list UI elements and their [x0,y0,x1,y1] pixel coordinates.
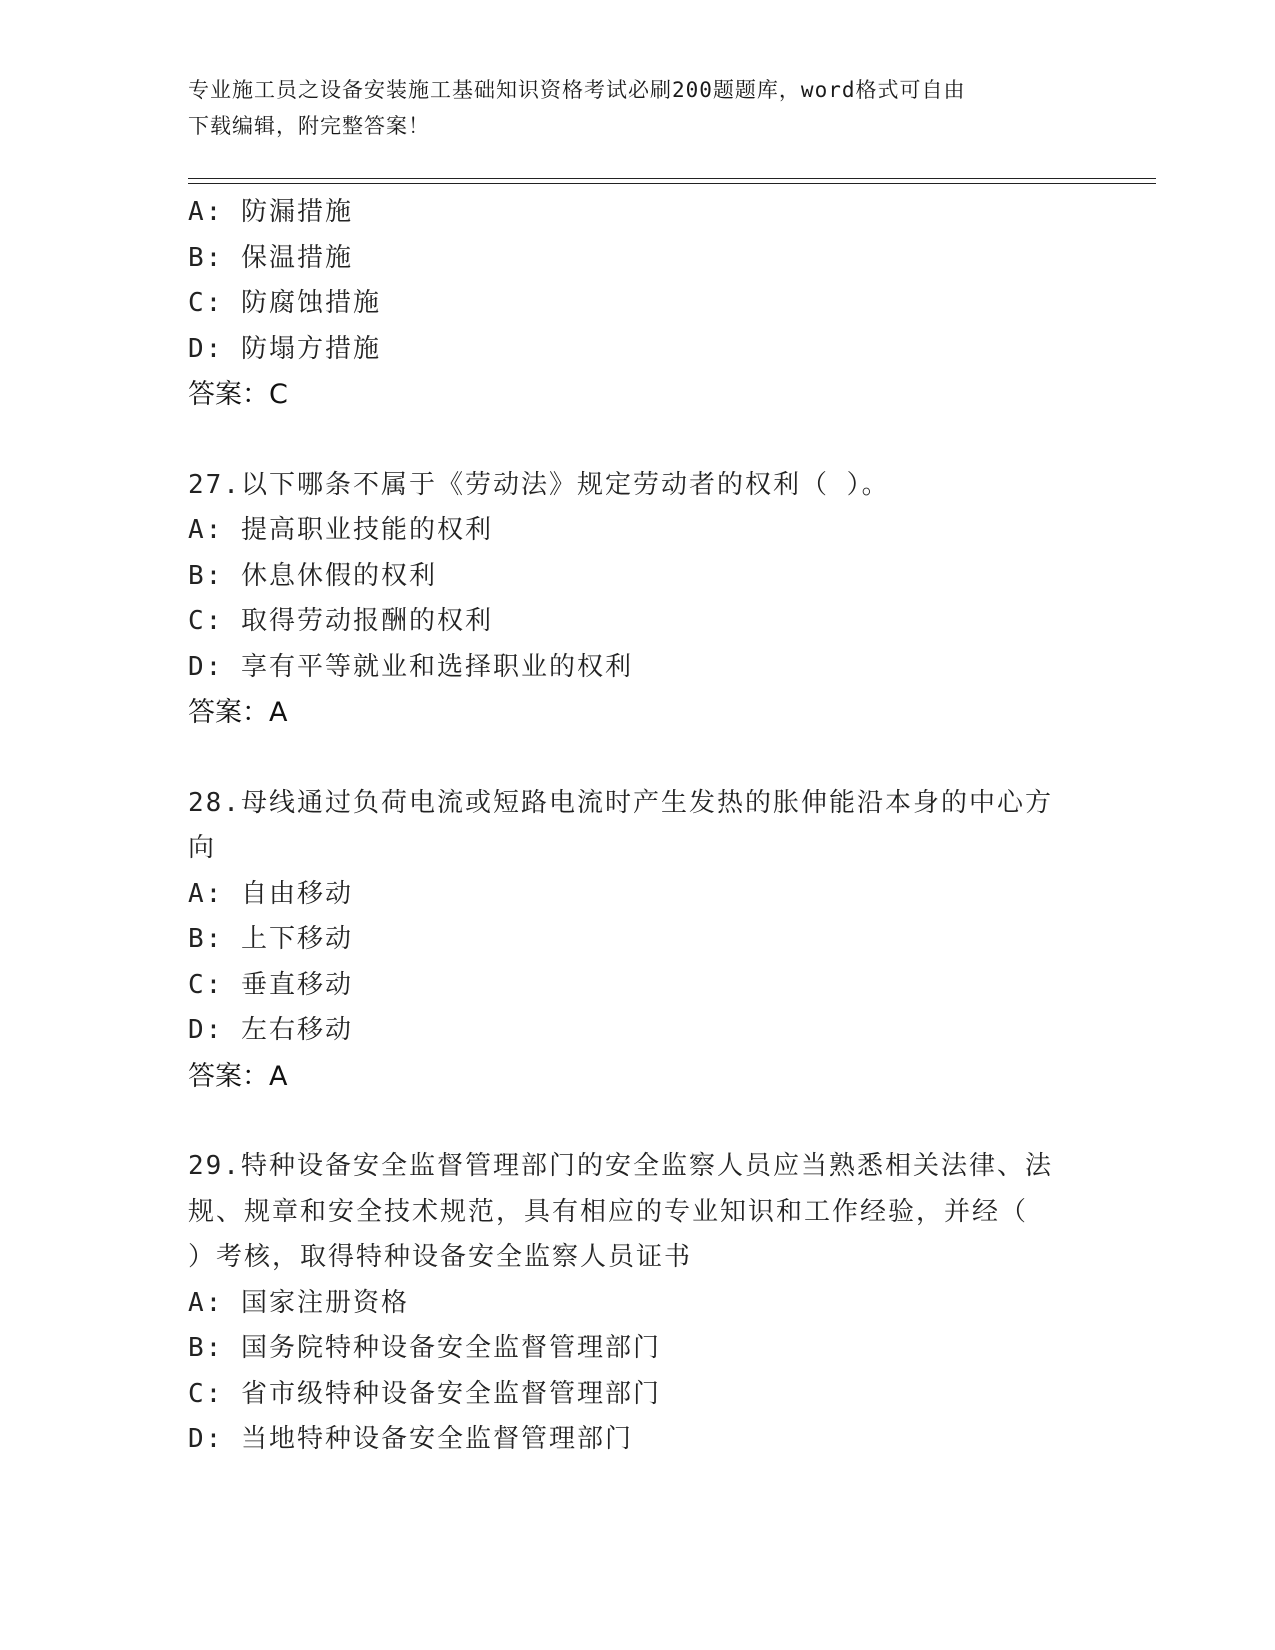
option-d: D: 防塌方措施 [188,333,381,364]
spacer [188,418,1088,463]
option-c: C: 垂直移动 [188,969,353,1000]
question-29 [188,1144,1088,1463]
answer: 答案：C [188,379,288,410]
answer: 答案：A [188,697,288,728]
question-text-line-2: 向 [188,833,217,863]
question-text-line-2: 规、规章和安全技术规范，具有相应的专业知识和工作经验，并经（ [188,1196,1029,1227]
question-text-line-3: ）考核，取得特种设备安全监察人员证书 [188,1242,693,1272]
header-divider-thick [188,183,1156,184]
option-a: A: 国家注册资格 [188,1287,409,1318]
question-27 [188,463,1088,736]
option-d: D: 享有平等就业和选择职业的权利 [188,651,633,682]
option-c: C: 省市级特种设备安全监督管理部门 [188,1378,661,1409]
question-26 [188,190,1088,418]
header-divider-thin [188,178,1156,179]
option-b: B: 休息休假的权利 [188,560,437,591]
document-header [188,72,1088,144]
option-d: D: 左右移动 [188,1015,353,1045]
spacer [188,1099,1088,1144]
question-list [188,190,1088,1463]
answer: 答案：A [188,1060,288,1092]
option-a: A: 自由移动 [188,878,353,909]
option-a: A: 防漏措施 [188,197,353,227]
option-c: C: 防腐蚀措施 [188,288,381,318]
question-text-line-1: 28.母线通过负荷电流或短路电流时产生发热的胀伸能沿本身的中心方 [188,787,1053,818]
question-text-line-1: 29.特种设备安全监督管理部门的安全监察人员应当熟悉相关法律、法 [188,1151,1053,1181]
question-text: 27.以下哪条不属于《劳动法》规定劳动者的权利（ ）。 [188,469,890,500]
option-d: D: 当地特种设备安全监督管理部门 [188,1424,633,1454]
option-c: C: 取得劳动报酬的权利 [188,606,493,636]
option-b: B: 国务院特种设备安全监督管理部门 [188,1333,661,1363]
question-28 [188,781,1088,1100]
spacer [188,736,1088,781]
header-title-line-1: 专业施工员之设备安装施工基础知识资格考试必刷200题题库，word格式可自由 [188,78,966,102]
option-b: B: 上下移动 [188,924,353,954]
option-a: A: 提高职业技能的权利 [188,515,493,545]
header-title-line-2: 下载编辑，附完整答案！ [188,114,430,138]
option-b: B: 保温措施 [188,242,353,273]
